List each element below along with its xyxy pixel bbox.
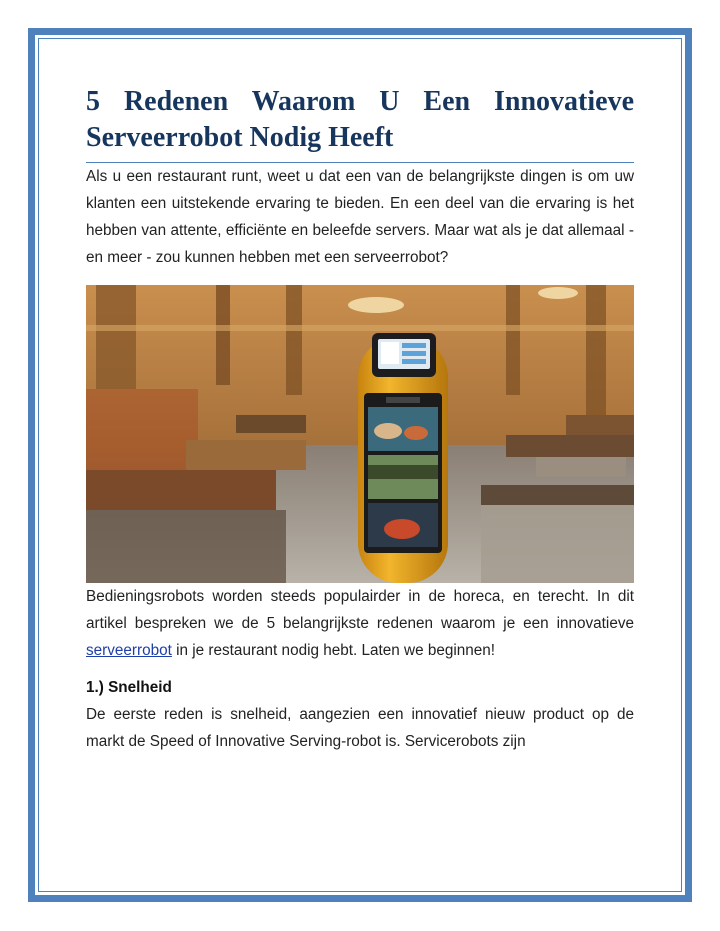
document-content	[86, 84, 634, 755]
paragraph-intro-article	[86, 583, 634, 664]
restaurant-robot-photo	[86, 285, 634, 583]
serveerrobot-link[interactable]: serveerrobot	[86, 642, 172, 659]
paragraph-2-text-before: Bedieningsrobots worden steeds populairder in de horeca, en terecht. In dit artikel bespreken we de 5 belangrijkste redenen waarom je een innovatieve	[86, 588, 634, 632]
section-heading-speed: 1.) Snelheid	[86, 679, 172, 696]
title-line-2: Serveerrobot Nodig Heeft	[86, 122, 394, 153]
intro-paragraph: Als u een restaurant runt, weet u dat een van de belangrijkste dingen is om uw klanten een uitstekende ervaring te bieden. En een deel van die ervaring is het hebben van attente, efficiënte en beleefde servers. Maar wat als je dat allemaal - en meer - zou kunnen hebben met een serveerrobot?	[86, 168, 634, 266]
paragraph-2-text-after: in je restaurant nodig hebt. Laten we beginnen!	[171, 642, 496, 659]
title-line-1: 5 Redenen Waarom U Een Innovatieve	[86, 86, 634, 117]
section-1-paragraph: De eerste reden is snelheid, aangezien een innovatief nieuw product op de markt de Speed of Innovative Serving-robot is. Servicerobots zijn	[86, 706, 634, 750]
document-title	[86, 84, 634, 156]
